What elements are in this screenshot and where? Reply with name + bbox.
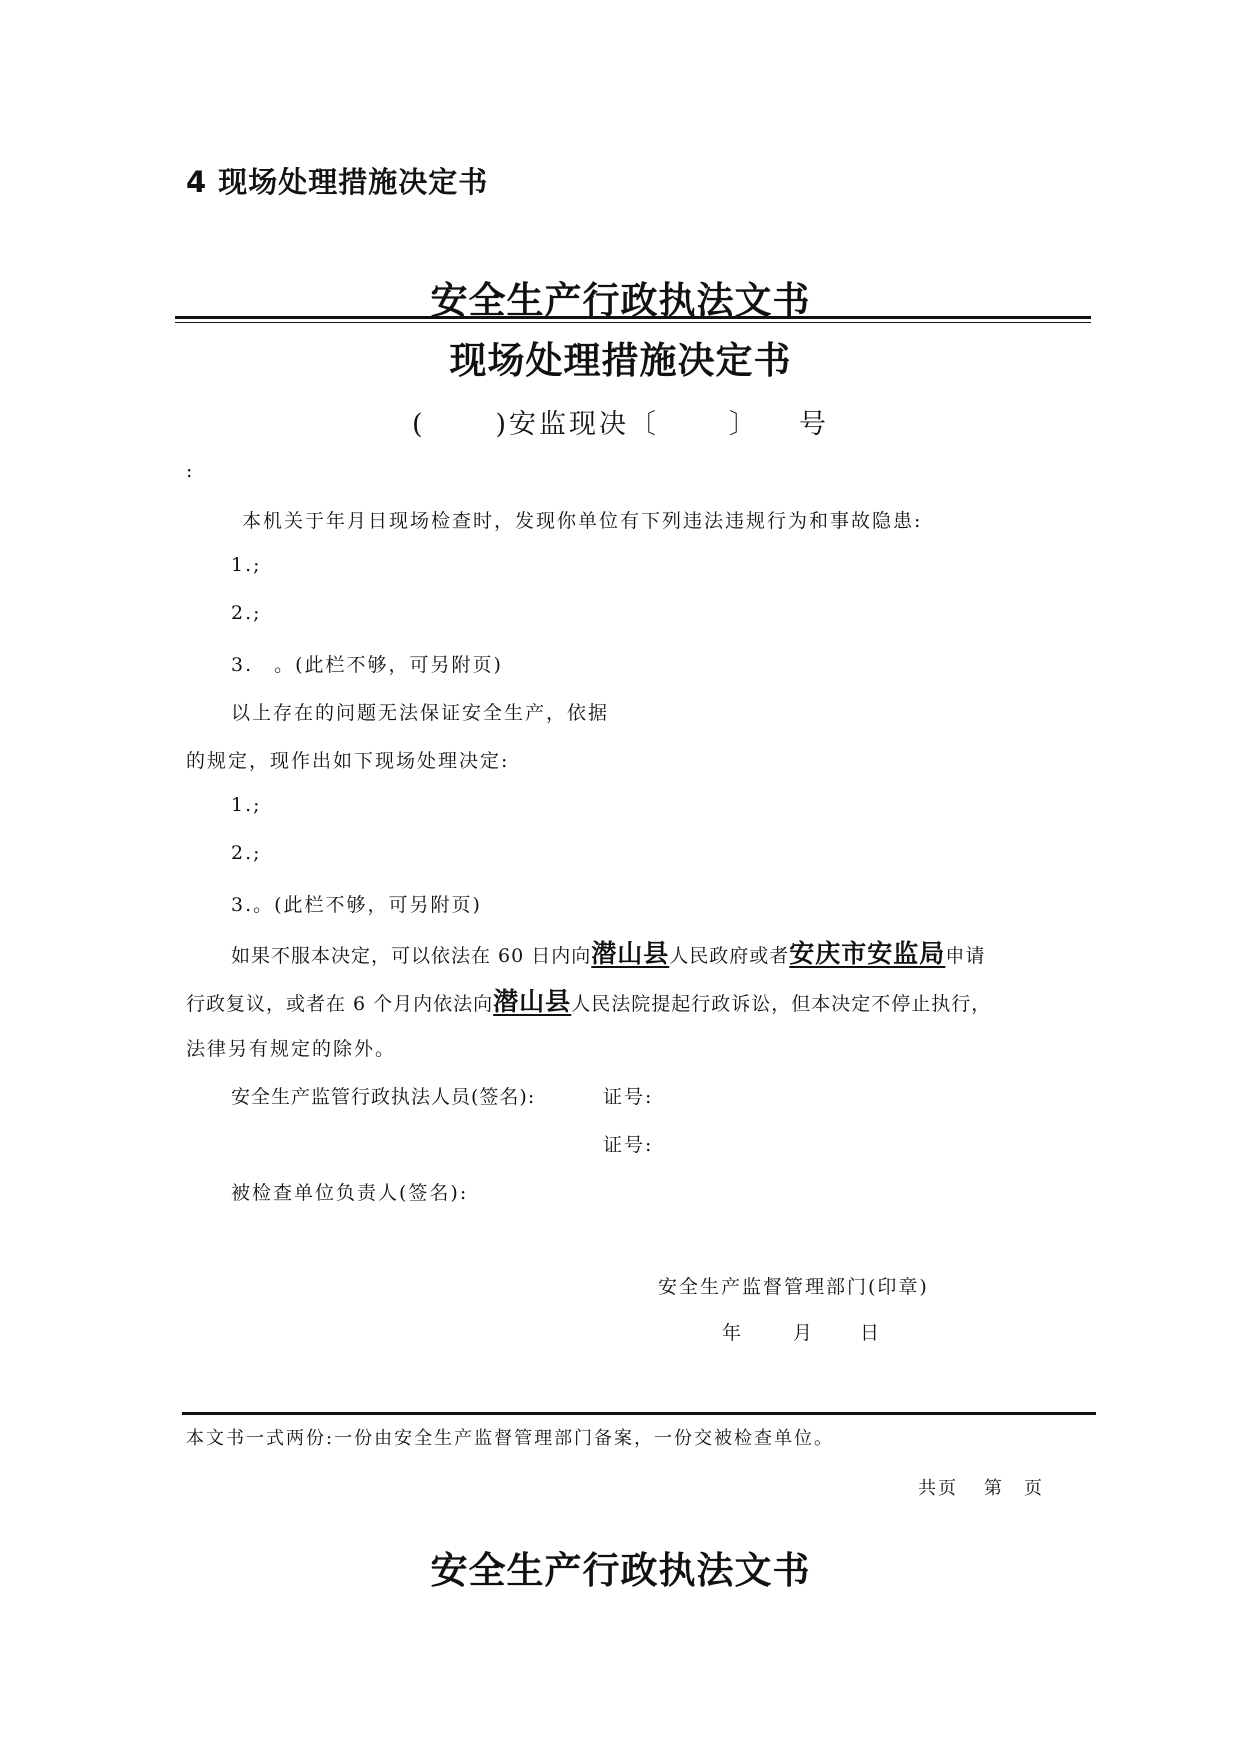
date-day: 日 xyxy=(860,1322,882,1344)
county-name-2: 潜山县 xyxy=(493,987,572,1016)
city-bureau-name: 安庆市安监局 xyxy=(789,939,946,968)
cert-number-label-2: 证号: xyxy=(603,1134,654,1156)
county-name: 潜山县 xyxy=(591,939,670,968)
inspected-unit-signature-label: 被检查单位负责人(签名): xyxy=(231,1182,469,1204)
appeal-line-2 xyxy=(186,982,991,1018)
page-count xyxy=(918,1474,1044,1500)
date-month: 月 xyxy=(793,1322,815,1344)
date-year: 年 xyxy=(722,1322,744,1344)
doc-number-close-bracket: 〕 xyxy=(729,409,760,440)
doc-number-open-paren: ( xyxy=(411,409,426,440)
basis-line-2: 的规定，现作出如下现场处理决定: xyxy=(186,750,510,772)
appeal-text: 人民政府或者 xyxy=(669,945,790,967)
page-current: 第 页 xyxy=(984,1478,1044,1499)
doc-title: 现场处理措施决定书 xyxy=(449,339,792,382)
basis-line-1: 以上存在的问题无法保证安全生产，依据 xyxy=(231,702,610,724)
doc-number-line xyxy=(0,402,1241,441)
addressee: : xyxy=(186,460,195,482)
appeal-line-3: 法律另有规定的除外。 xyxy=(186,1038,397,1060)
violation-item-3: 3. 。(此栏不够，可另附页) xyxy=(231,654,503,676)
footer-note: 本文书一式两份:一份由安全生产监督管理部门备案，一份交被检查单位。 xyxy=(186,1428,835,1449)
seal-label: 安全生产监督管理部门(印章) xyxy=(658,1276,929,1298)
doc-number-suffix: 号 xyxy=(799,409,830,440)
footer-rule xyxy=(182,1412,1096,1415)
appeal-text: 人民法院提起行政诉讼，但本决定不停止执行， xyxy=(571,993,992,1015)
next-page-series-title: 安全生产行政执法文书 xyxy=(430,1549,811,1592)
officer-signature-label: 安全生产监管行政执法人员(签名): xyxy=(231,1086,536,1108)
violation-item-2: 2.; xyxy=(231,602,262,624)
header-double-rule xyxy=(175,316,1091,323)
section-heading: 4 现场处理措施决定书 xyxy=(186,165,489,199)
decision-item-3: 3.。(此栏不够，可另附页) xyxy=(231,894,482,916)
appeal-text: 如果不服本决定，可以依法在 60 日内向 xyxy=(231,945,592,967)
doc-number-close-prefix: )安监现决〔 xyxy=(495,409,660,440)
cert-number-label-1: 证号: xyxy=(603,1086,654,1108)
doc-series-title: 安全生产行政执法文书 xyxy=(430,279,811,322)
date-line xyxy=(722,1318,881,1345)
violation-item-1: 1.; xyxy=(231,554,262,576)
decision-item-2: 2.; xyxy=(231,842,262,864)
appeal-line-1 xyxy=(231,934,985,970)
decision-item-1: 1.; xyxy=(231,794,262,816)
intro-paragraph: 本机关于年月日现场检查时，发现你单位有下列违法违规行为和事故隐患: xyxy=(242,510,923,532)
appeal-text: 行政复议，或者在 6 个月内依法向 xyxy=(186,993,494,1015)
page-total: 共页 xyxy=(918,1478,958,1499)
appeal-text: 申请 xyxy=(945,945,986,967)
